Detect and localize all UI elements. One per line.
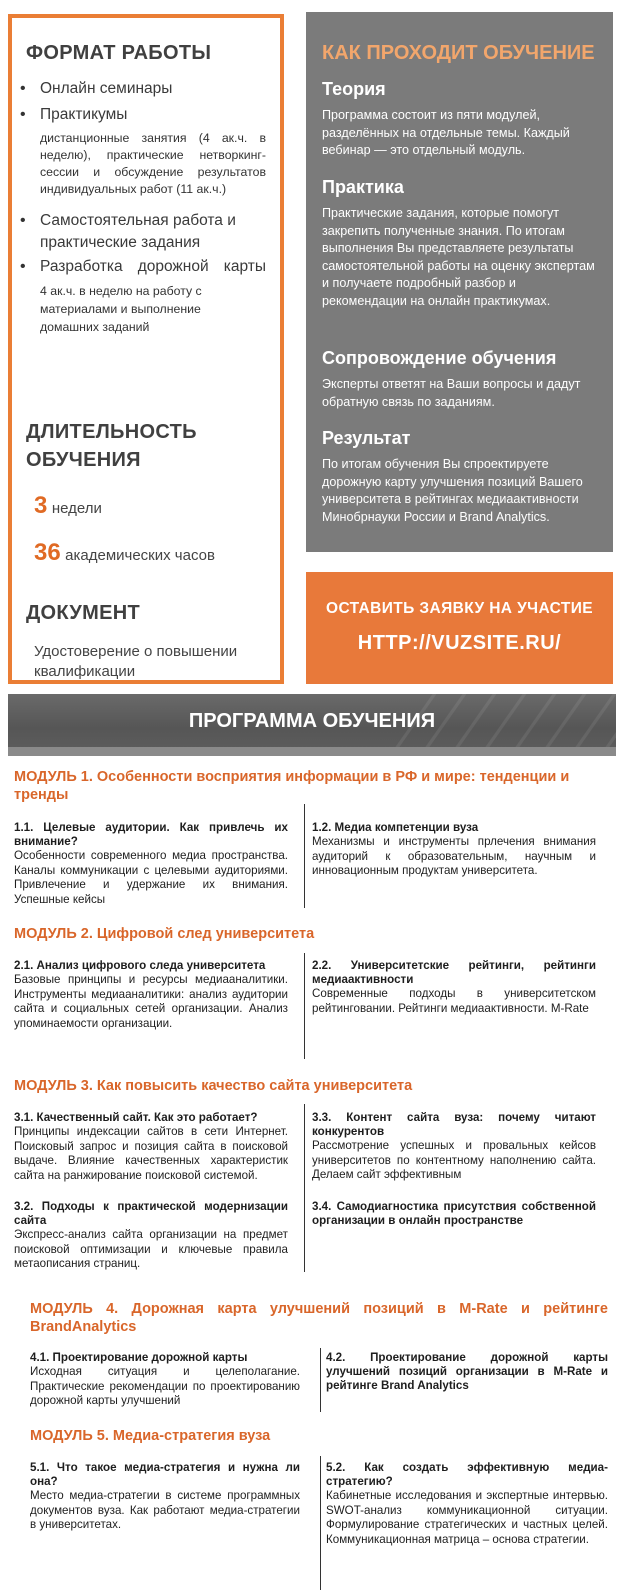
topic-text: Место медиа-стратегии в системе программных документов вуза. Как работают медиа-стратегии в университетах. xyxy=(30,1489,300,1531)
topic-heading: 2.2. Университетские рейтинги, рейтинги медиаактивности xyxy=(312,959,596,986)
howto-practice-heading: Практика xyxy=(322,177,404,197)
module-4-divider xyxy=(320,1348,321,1412)
topic-heading: 1.2. Медиа компетенции вуза xyxy=(312,821,479,834)
module-5-title: МОДУЛЬ 5. Медиа-стратегия вуза xyxy=(30,1428,271,1444)
topic-heading: 4.2. Проектирование дорожной карты улучшений позиций организации в M-Rate и рейтинге Brand Analytics xyxy=(326,1351,608,1392)
topic-heading: 4.1. Проектирование дорожной карты xyxy=(30,1351,248,1364)
howto-support-text: Эксперты ответят на Ваши вопросы и дадут обратную связь по заданиям. xyxy=(322,377,581,409)
weeks-label: недели xyxy=(51,500,102,517)
module-4-right xyxy=(326,1351,608,1393)
module-1-divider xyxy=(304,804,305,908)
module-3-title: МОДУЛЬ 3. Как повысить качество сайта университета xyxy=(14,1078,413,1094)
format-item-roadmap: • Разработка дорожной карты xyxy=(12,256,280,278)
program-title: ПРОГРАММА ОБУЧЕНИЯ xyxy=(188,710,436,732)
format-item-selfwork: • Самостоятельная работа и практические задания xyxy=(12,210,280,254)
apply-cta-link[interactable]: HTTP://VUZSITE.RU/ xyxy=(357,632,562,654)
topic-heading: 5.1. Что такое медиа-стратегия и нужна ли она? xyxy=(30,1461,300,1488)
weeks-number: 3 xyxy=(34,492,48,519)
topic-heading: 3.1. Качественный сайт. Как это работает? xyxy=(14,1111,258,1124)
module-3-right-b xyxy=(312,1200,596,1228)
format-title: ФОРМАТ РАБОТЫ xyxy=(26,42,212,64)
module-1-right xyxy=(312,821,596,879)
duration-hours xyxy=(34,539,215,567)
howto-practice-text: Практические задания, которые помогут закрепить полученные знания. По итогам выполнения Вы представляете результаты самостоятельной работы на оценку экспертам и получаете подробный разбор и рекомендации на онлайн практикумах. xyxy=(322,206,595,308)
format-panel xyxy=(8,14,284,684)
howto-result-text: По итогам обучения Вы спроектируете дорожную карту улучшения позиций Вашего университета в рейтингах медиаактивности Минобрнауки России и Brand Analytics. xyxy=(322,457,583,524)
module-5-right xyxy=(326,1461,608,1547)
howto-title: КАК ПРОХОДИТ ОБУЧЕНИЕ xyxy=(322,42,595,64)
topic-text: Принципы индексации сайтов в сети Интернет. Поисковый запрос и позиция сайта в поисковой выдаче. Влияние качественных характеристик сайта на ранжирование поисковой системой. xyxy=(14,1125,288,1182)
topic-text: Современные подходы в университетском рейтинговании. Рейтинги медиаактивности. M-Rate xyxy=(312,987,596,1015)
module-3-divider xyxy=(304,1104,305,1272)
module-3-right-a xyxy=(312,1111,596,1183)
howto-theory-heading: Теория xyxy=(322,79,386,99)
module-2-title: МОДУЛЬ 2. Цифровой след университета xyxy=(14,926,315,942)
module-3-left-b xyxy=(14,1200,288,1272)
topic-text: Рассмотрение успешных и провальных кейсов университетов по контентному наполнению сайта. Делаем сайт эффективным xyxy=(312,1139,596,1181)
module-2-left xyxy=(14,959,288,1031)
module-3-left-a xyxy=(14,1111,288,1183)
topic-text: Базовые принципы и ресурсы медиааналитики. Инструменты медиааналитики: анализ аудитории сайта и социальных сетей организации. Анализ упоминаемости организации. xyxy=(14,973,288,1030)
howto-theory-text: Программа состоит из пяти модулей, разделённых на отдельные темы. Каждый вебинар — это отдельный модуль. xyxy=(322,108,570,157)
document-text: Удостоверение о повышении квалификации xyxy=(34,643,238,680)
topic-heading: 2.1. Анализ цифрового следа университета xyxy=(14,959,266,972)
hours-label: академических часов xyxy=(65,547,215,564)
module-4-title: МОДУЛЬ 4. Дорожная карта улучшений позиций в M-Rate и рейтинге BrandAnalytics xyxy=(30,1301,608,1335)
format-list xyxy=(12,78,280,336)
hours-number: 36 xyxy=(34,539,61,566)
howto-support-heading: Сопровождение обучения xyxy=(322,348,557,368)
module-1-left xyxy=(14,821,288,907)
topic-text: Механизмы и инструменты прлечения внимания аудиторий к образовательным, научным и инновационным продуктам университета. xyxy=(312,835,596,877)
apply-cta-label: ОСТАВИТЬ ЗАЯВКУ НА УЧАСТИЕ xyxy=(325,600,594,617)
module-5-left xyxy=(30,1461,300,1533)
module-5-divider xyxy=(320,1456,321,1590)
topic-text: Экспресс-анализ сайта организации на предмет поисковой оптимизации и ключевые правила метаописания страниц. xyxy=(14,1228,288,1270)
topic-heading: 5.2. Как создать эффективную медиа-стратегию? xyxy=(326,1461,608,1488)
howto-panel xyxy=(306,12,613,552)
format-item-workshops: • Практикумы xyxy=(12,104,280,125)
module-2-divider xyxy=(304,953,305,1059)
topic-heading: 1.1. Целевые аудитории. Как привлечь их внимание? xyxy=(14,821,288,848)
format-item-roadmap-detail: 4 ак.ч. в неделю на работу с материалами и выполнение домашних заданий xyxy=(40,284,202,334)
duration-title: ДЛИТЕЛЬНОСТЬ ОБУЧЕНИЯ xyxy=(26,421,197,471)
banner-bottom-bar xyxy=(8,747,616,756)
topic-text: Исходная ситуация и целеполагание. Практические рекомендации по проектированию дорожной карты улучшений xyxy=(30,1365,300,1407)
module-1-title: МОДУЛЬ 1. Особенности восприятия информации в РФ и мире: тенденции и тренды xyxy=(14,769,570,803)
topic-text: Кабинетные исследования и экспертные интервью. SWOT-анализ коммуникационной ситуации. Формулирование стратегических и частных целей. Коммуникационная матрица – основа стратегии. xyxy=(326,1489,608,1546)
format-item-seminars: • Онлайн семинары xyxy=(12,78,280,99)
program-banner xyxy=(8,694,616,756)
howto-result-heading: Результат xyxy=(322,428,411,448)
module-2-right xyxy=(312,959,596,1016)
format-item-workshops-detail: дистанционные занятия (4 ак.ч. в неделю), практические нетворкинг-сессии и обсуждение результатов индивидуальных работ (11 ак.ч.) xyxy=(40,131,266,196)
topic-heading: 3.4. Самодиагностика присутствия собственной организации в онлайн пространстве xyxy=(312,1200,596,1227)
topic-text: Особенности современного медиа пространства. Каналы коммуникации с целевыми аудиториями. Привлечение и удержание их внимания. Успешные кейсы xyxy=(14,849,288,906)
document-title: ДОКУМЕНТ xyxy=(26,602,141,624)
apply-cta[interactable] xyxy=(306,572,613,684)
module-4-left xyxy=(30,1351,300,1409)
topic-heading: 3.3. Контент сайта вуза: почему читают конкурентов xyxy=(312,1111,596,1138)
topic-heading: 3.2. Подходы к практической модернизации сайта xyxy=(14,1200,288,1227)
duration-weeks xyxy=(34,492,102,520)
